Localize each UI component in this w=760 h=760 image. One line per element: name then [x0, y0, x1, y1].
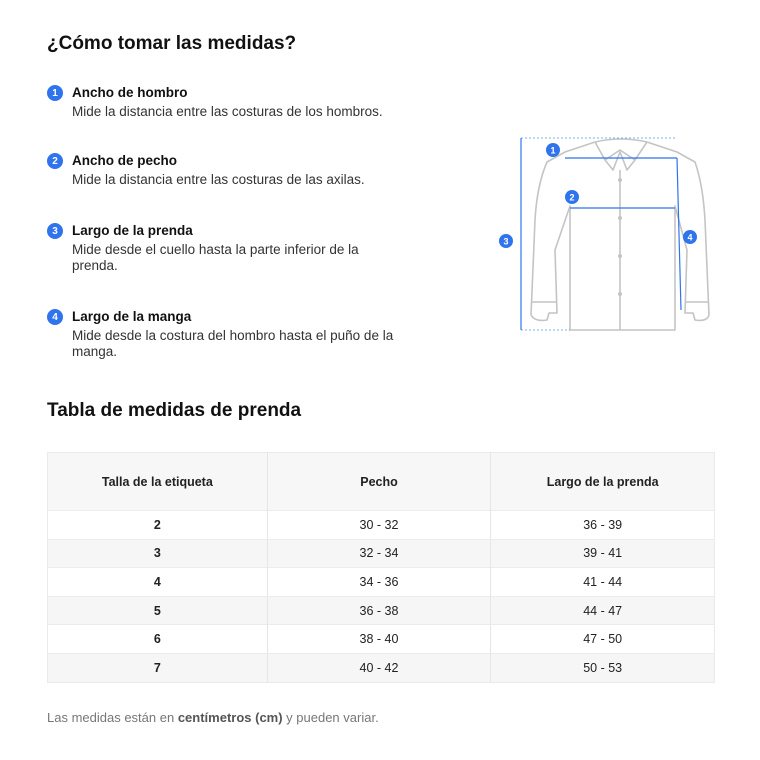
cell-length: 36 - 39: [491, 511, 715, 540]
column-header-size: Talla de la etiqueta: [48, 453, 268, 511]
cell-size: 6: [48, 625, 268, 654]
step-number-badge: 1: [47, 85, 63, 101]
cell-length: 50 - 53: [491, 653, 715, 682]
step-description: Mide desde el cuello hasta la parte inferior de la prenda.: [72, 242, 359, 273]
svg-text:1: 1: [550, 145, 556, 156]
step-title: Ancho de hombro: [72, 85, 188, 100]
table-row: [48, 539, 715, 568]
step-garment-length: [47, 222, 437, 274]
step-chest-width: [47, 152, 437, 188]
svg-text:2: 2: [569, 192, 575, 203]
table-row: [48, 625, 715, 654]
cell-size: 5: [48, 596, 268, 625]
table-row: [48, 653, 715, 682]
table-header-row: [48, 453, 715, 511]
cell-chest: 32 - 34: [267, 539, 491, 568]
units-footnote: [47, 710, 379, 725]
footnote-text: Las medidas están en: [47, 710, 178, 725]
marker-2-icon: [565, 190, 579, 204]
step-number-badge: 2: [47, 153, 63, 169]
step-title: Largo de la manga: [72, 309, 192, 324]
table-row: [48, 596, 715, 625]
cell-size: 3: [48, 539, 268, 568]
measure-guide-title: ¿Cómo tomar las medidas?: [47, 33, 297, 54]
cell-length: 47 - 50: [491, 625, 715, 654]
cell-chest: 38 - 40: [267, 625, 491, 654]
cell-chest: 30 - 32: [267, 511, 491, 540]
step-sleeve-length: [47, 308, 437, 360]
cell-length: 41 - 44: [491, 568, 715, 597]
cell-length: 44 - 47: [491, 596, 715, 625]
marker-1-icon: [546, 143, 560, 157]
cell-length: 39 - 41: [491, 539, 715, 568]
marker-3-icon: [499, 234, 513, 248]
step-title: Largo de la prenda: [72, 223, 193, 238]
table-row: [48, 511, 715, 540]
marker-4-icon: [683, 230, 697, 244]
table-row: [48, 568, 715, 597]
step-shoulder-width: [47, 84, 437, 120]
footnote-units: centímetros (cm): [177, 710, 283, 725]
column-header-chest: Pecho: [267, 453, 491, 511]
step-title: Ancho de pecho: [72, 153, 178, 168]
step-description: Mide la distancia entre las costuras de los hombros.: [72, 104, 383, 119]
cell-size: 4: [48, 568, 268, 597]
column-header-length: Largo de la prenda: [491, 453, 715, 511]
cell-chest: 40 - 42: [267, 653, 491, 682]
step-description: Mide la distancia entre las costuras de las axilas.: [72, 172, 365, 187]
cell-chest: 36 - 38: [267, 596, 491, 625]
footnote-text-end: y pueden variar.: [282, 710, 379, 725]
cell-chest: 34 - 36: [267, 568, 491, 597]
svg-text:3: 3: [503, 236, 509, 247]
shirt-measurement-diagram-icon: [495, 130, 715, 340]
cell-size: 7: [48, 653, 268, 682]
size-table-title: Tabla de medidas de prenda: [47, 400, 302, 421]
step-number-badge: 4: [47, 309, 63, 325]
step-description: Mide desde la costura del hombro hasta el puño de la manga.: [72, 328, 394, 359]
step-number-badge: 3: [47, 223, 63, 239]
cell-size: 2: [48, 511, 268, 540]
size-table: [47, 452, 715, 683]
svg-text:4: 4: [687, 232, 693, 243]
